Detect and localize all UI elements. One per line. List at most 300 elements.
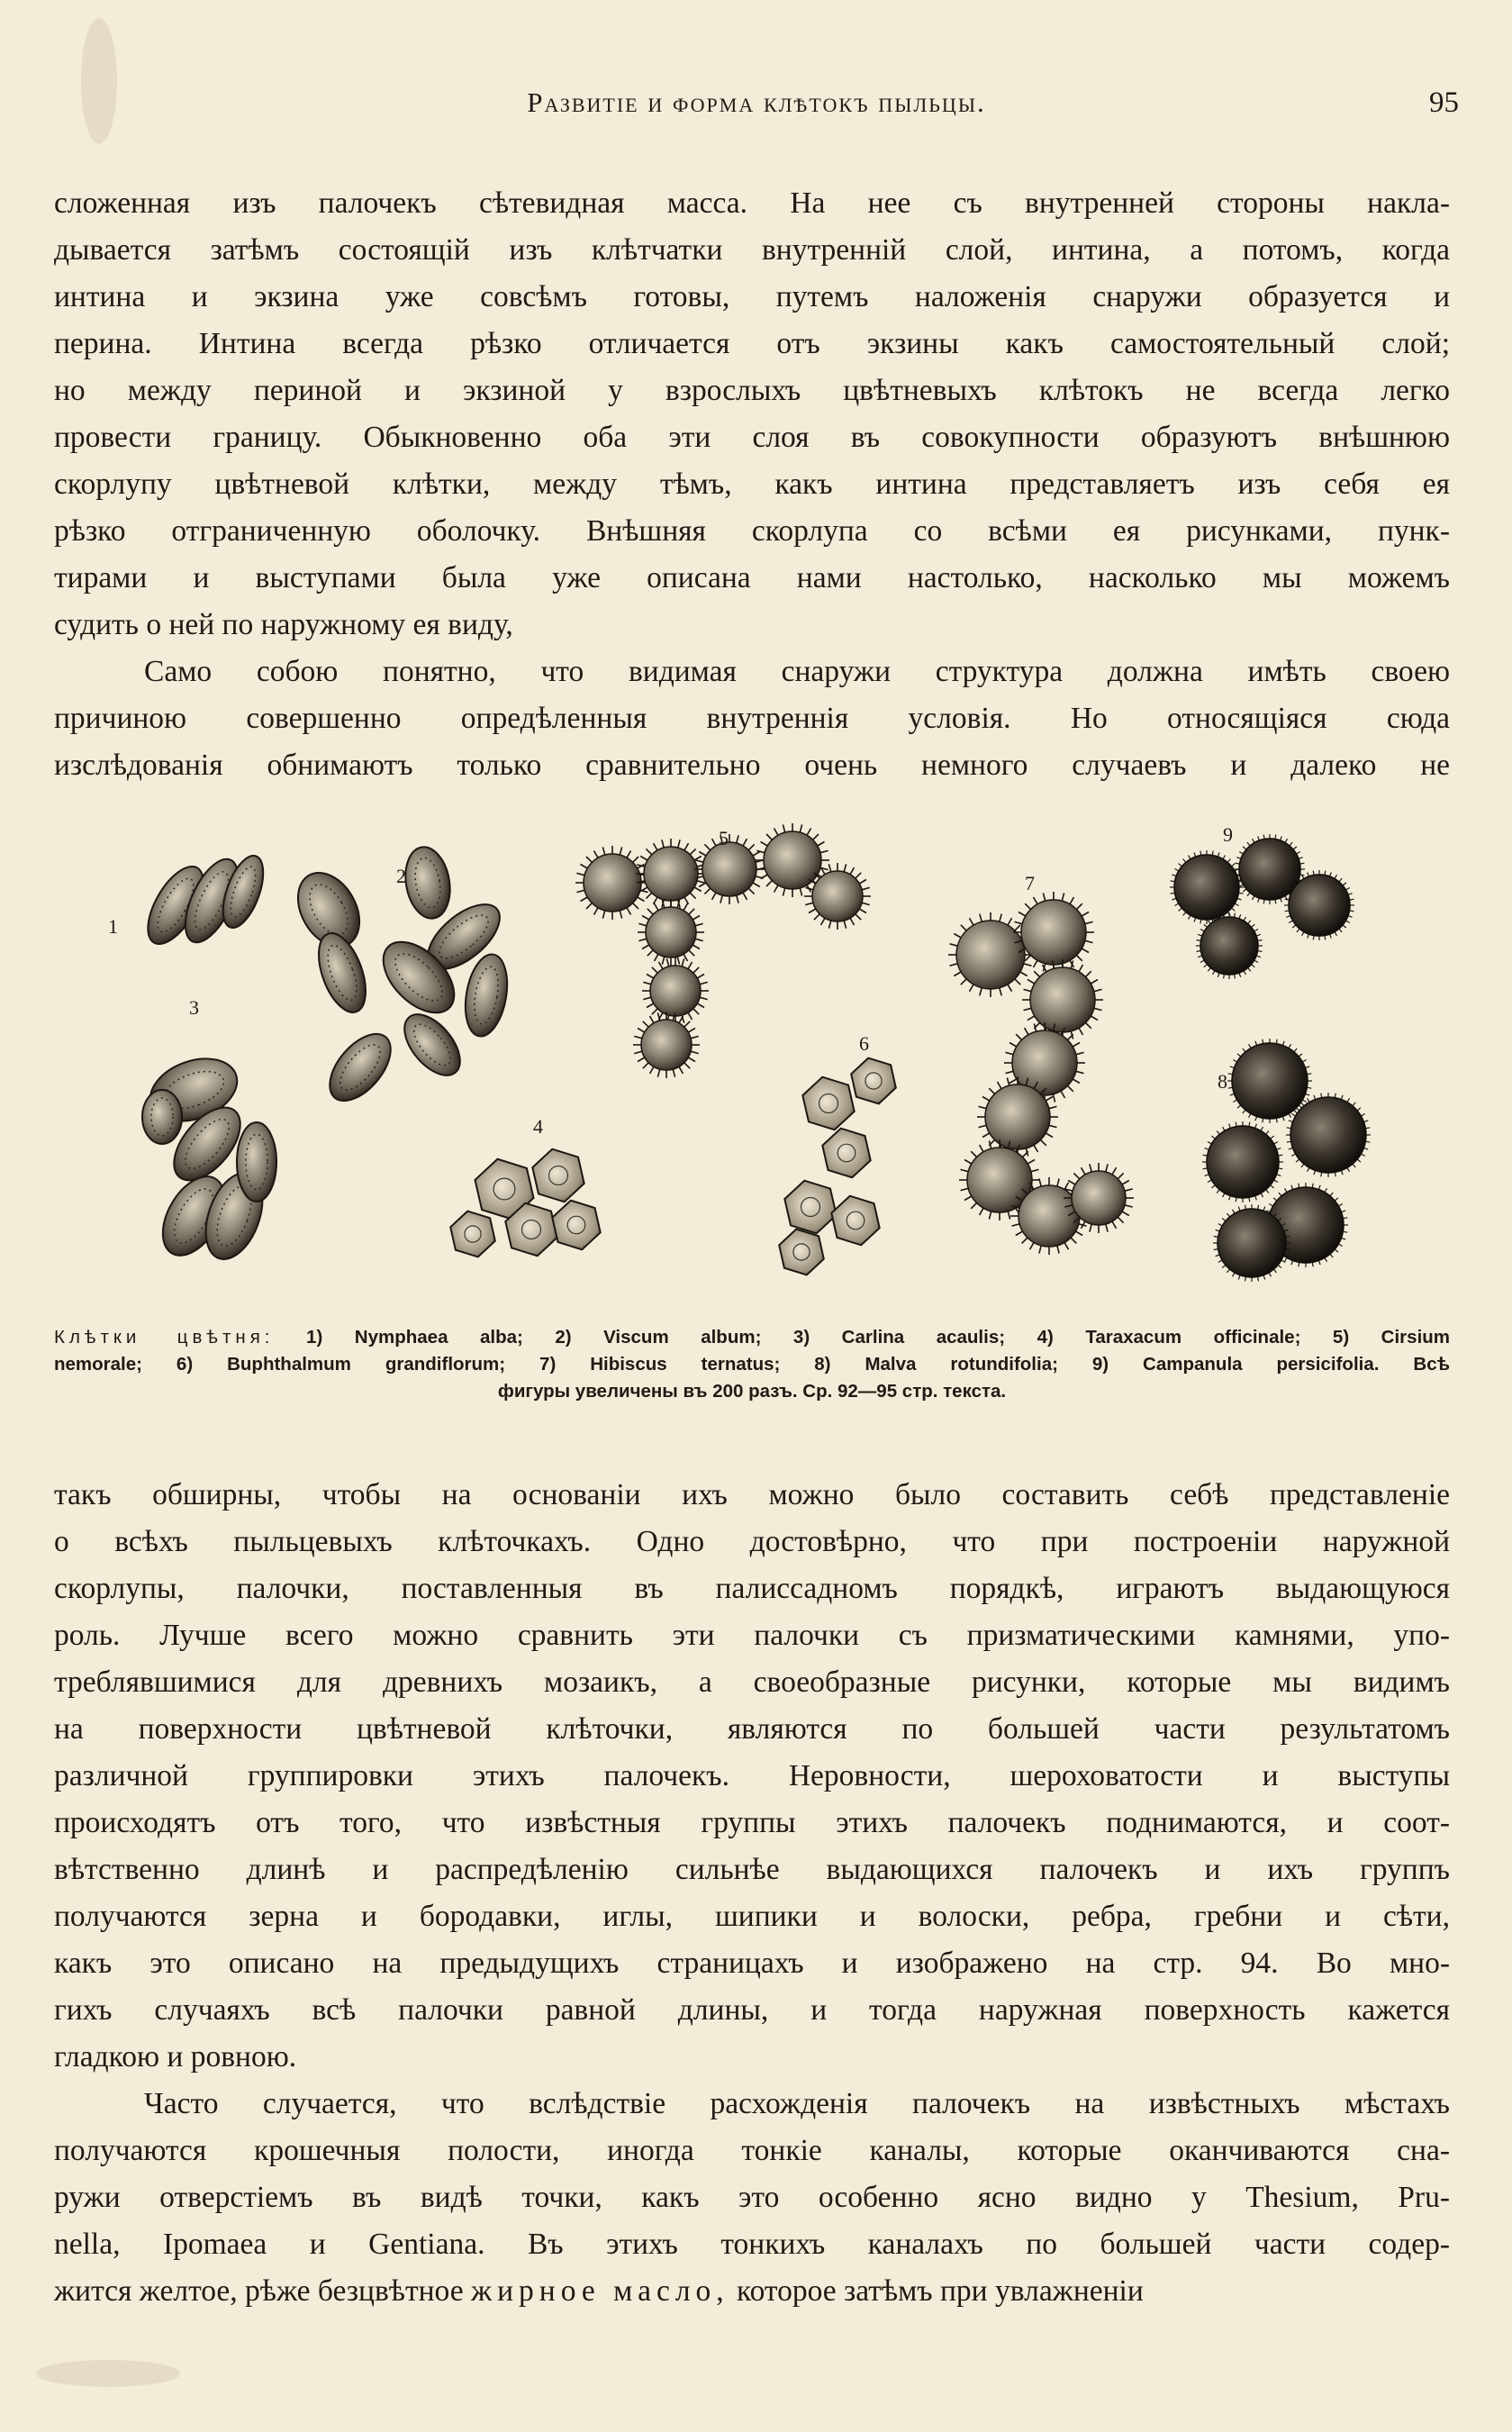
polyhedral-pollen-grain: [822, 1129, 870, 1178]
pollen-spine: [1275, 900, 1276, 904]
polyhedral-pollen-grain: [450, 1211, 495, 1257]
pollen-spine: [691, 1051, 699, 1053]
text-line: но между периной и экзиной у взрослыхъ цвѣтневыхъ клѣтокъ не всегда легко: [54, 374, 1450, 407]
text-line: на поверхности цвѣтневой клѣточки, являются по большей части результатомъ: [54, 1712, 1450, 1746]
pollen-spine: [850, 918, 855, 925]
pollen-spine: [1252, 965, 1255, 967]
pollen-spine: [1031, 1169, 1039, 1171]
pollen-spine: [1008, 1211, 1010, 1220]
pollen-spine: [1086, 971, 1091, 976]
pollen-spine: [1205, 1148, 1209, 1150]
spiky-pollen-grain: [812, 871, 863, 921]
pollen-spine: [989, 1211, 991, 1220]
pollen-spine: [774, 885, 779, 893]
text-line: сложенная изъ палочекъ сѣтевидная масса. На нее съ внутренней стороны накла-: [54, 186, 1450, 220]
pollen-spine: [1175, 903, 1179, 906]
pollen-spine: [1247, 842, 1250, 846]
pollen-spine: [1291, 1261, 1293, 1266]
polyhedral-pollen-grain: [802, 1077, 854, 1130]
pollen-spine: [1189, 915, 1191, 919]
pollen-spine: [859, 880, 866, 885]
text-line: получаются крошечныя полости, иногда тонкіе каналы, которые оканчиваются сна-: [54, 2134, 1450, 2167]
pollen-spine: [1277, 1148, 1281, 1150]
pollen-spine: [654, 897, 658, 904]
emphasized-term: жирное масло,: [470, 2274, 729, 2308]
pollen-spine: [1090, 1224, 1091, 1232]
pollen-spine: [950, 944, 958, 946]
pollen-spine: [1243, 1048, 1245, 1052]
pollen-spine: [1248, 921, 1251, 924]
polyhedral-pollen-grain: [779, 1230, 824, 1275]
pollen-spine: [980, 914, 982, 922]
pollen-spine: [961, 1188, 969, 1190]
pollen-spine: [1269, 1204, 1272, 1207]
polyhedral-pollen-grain: [784, 1181, 836, 1234]
pollen-spine: [1043, 894, 1045, 902]
pollen-spine: [1243, 847, 1246, 849]
pollen-spine: [753, 852, 760, 857]
pollen-spine: [1057, 1246, 1059, 1254]
pollen-spine: [1297, 929, 1299, 932]
pollen-spine: [1361, 1154, 1364, 1157]
pollen-spine: [1090, 1164, 1091, 1172]
pollen-spine: [1357, 1159, 1361, 1162]
pollen-spine: [980, 1145, 984, 1152]
pollen-spine: [737, 895, 738, 903]
text-line: судить о ней по наружному ея виду,: [54, 608, 513, 641]
pollen-spine: [1343, 925, 1346, 928]
text-block-bottom: [54, 1472, 1450, 2315]
pollen-spine: [1008, 985, 1012, 992]
pollen-spine: [1118, 1217, 1123, 1222]
pollen-spine: [1347, 1167, 1350, 1171]
pollen-spine: [678, 839, 680, 848]
pollen-spine: [1255, 1124, 1257, 1129]
text-line: такъ обширны, чтобы на основаніи ихъ можно было составить себѣ представленіе: [54, 1478, 1450, 1511]
pollen-spine: [1313, 936, 1314, 940]
pollen-spine: [1189, 856, 1191, 859]
pollen-spine: [640, 857, 647, 861]
pollen-spine: [688, 962, 693, 969]
pollen-spine: [1204, 924, 1208, 927]
pollen-spine: [1353, 1103, 1355, 1106]
pollen-spine: [1068, 1181, 1075, 1185]
pollen-spine: [1330, 1254, 1333, 1257]
pollen-spine: [1296, 1108, 1299, 1111]
pollen-spine: [1082, 1167, 1086, 1175]
pollen-spine: [1228, 1087, 1233, 1088]
text-line: провести границу. Обыкновенно оба эти слоя въ совокупности образуютъ внѣшнюю: [54, 421, 1450, 454]
pollen-spine: [647, 1003, 654, 1008]
pollen-spine: [850, 867, 855, 875]
spiky-pollen-grain: [764, 831, 821, 889]
pollen-spine: [1285, 1188, 1288, 1192]
pollen-spine: [1076, 1052, 1084, 1054]
pollen-spine: [1277, 1175, 1281, 1176]
pollen-spine: [1255, 1196, 1257, 1201]
page-header: [54, 86, 1459, 126]
pollen-spine: [1076, 1071, 1084, 1073]
pollen-spine: [1321, 1093, 1322, 1098]
pollen-spine: [1302, 1100, 1306, 1103]
pollen-spine: [1086, 1023, 1091, 1029]
pollen-spine: [1343, 1218, 1347, 1219]
pollen-spine: [1302, 1060, 1306, 1063]
pollen-spine: [1064, 1242, 1069, 1249]
spiky-pollen-grain: [702, 842, 756, 896]
text-line: различной группировки этихъ палочекъ. Неровности, шероховатости и выступы: [54, 1759, 1450, 1792]
paragraph-continued: [54, 180, 1450, 649]
pollen-spine: [650, 1066, 655, 1074]
pollen-spine: [1342, 1211, 1346, 1212]
pollen-spine: [1082, 948, 1089, 953]
pollen-spine: [647, 975, 654, 979]
dark-pollen-grain: [1207, 1126, 1279, 1198]
pollen-spine: [691, 1036, 699, 1038]
pollen-spine: [1285, 1257, 1288, 1261]
pollen-spine: [627, 851, 631, 858]
spiky-pollen-grain: [985, 1084, 1050, 1149]
pollen-spine: [1296, 1159, 1299, 1162]
pollen-spine: [1077, 903, 1082, 909]
pollen-spine: [1230, 1066, 1235, 1068]
pollen-spine: [1028, 1160, 1035, 1165]
text-line: скорлупы, палочки, поставленныя въ палиссадномъ порядкѣ, играютъ выдающуюся: [54, 1572, 1450, 1605]
pollen-spine: [643, 997, 651, 999]
pollen-spine: [695, 939, 703, 940]
caption-line-3: фигуры увеличены въ 200 разъ. Ср. 92—95 стр. текста.: [497, 1381, 1007, 1402]
pollen-spine: [1228, 1074, 1233, 1075]
pollen-spine: [633, 903, 638, 909]
text-line-last: [54, 2268, 1450, 2315]
pollen-spine: [638, 897, 645, 902]
pollen-spine: [594, 908, 599, 915]
text-line: гладкою и ровною.: [54, 2040, 297, 2074]
pollen-spine: [688, 1012, 693, 1020]
pollen-spine: [581, 865, 588, 869]
pollen-spine: [1030, 1242, 1035, 1249]
paragraph-indented: [54, 649, 1450, 789]
pollen-spine: [1000, 988, 1001, 996]
pollen-spine: [1318, 1185, 1320, 1190]
pollen-spine: [712, 893, 717, 900]
pollen-spine: [1321, 1172, 1322, 1176]
pollen-spine: [954, 934, 961, 939]
pollen-spine: [693, 916, 700, 921]
pollen-spine: [1239, 893, 1244, 894]
pollen-spine: [1343, 883, 1346, 885]
pollen-spine: [737, 835, 738, 843]
pollen-spine: [643, 982, 651, 984]
pollen-spine: [1039, 1179, 1041, 1187]
pollen-spine: [690, 893, 695, 898]
pollen-spine: [1034, 897, 1038, 904]
pollen-spine: [638, 1029, 645, 1033]
pollen-spine: [1308, 1098, 1310, 1102]
dark-pollen-grain: [1290, 1097, 1366, 1173]
pollen-spine: [1255, 1117, 1257, 1121]
pollen-spine: [1022, 1238, 1028, 1243]
oval-pollen-grain: [394, 1004, 470, 1085]
pollen-spine: [862, 887, 870, 889]
pollen-spine: [602, 911, 604, 919]
pollen-spine: [783, 824, 784, 832]
pollen-spine: [1282, 1117, 1284, 1121]
figure-label-2: 2: [396, 865, 406, 887]
pollen-spine: [697, 1003, 704, 1008]
spiky-pollen-grain: [1030, 967, 1095, 1032]
figure-label-5: 5: [719, 827, 729, 849]
pollen-spine: [828, 921, 830, 929]
pollen-spine: [1233, 1100, 1236, 1103]
pollen-spine: [1338, 1204, 1342, 1207]
pollen-spine: [1016, 1231, 1023, 1236]
spiky-pollen-grain: [956, 921, 1025, 989]
pollen-spine: [1306, 1066, 1310, 1068]
pollen-illustration: [108, 820, 1441, 1306]
pollen-spine: [1091, 980, 1098, 985]
pollen-spine: [1289, 1044, 1291, 1048]
pollen-spine: [646, 893, 651, 898]
running-title: Развитіе и форма клѣтокъ пыльцы.: [527, 86, 986, 118]
pollen-spine: [1312, 1184, 1313, 1188]
pollen-spine: [1039, 1246, 1041, 1254]
pollen-spine: [1106, 1164, 1108, 1172]
pollen-spine: [1307, 1074, 1311, 1075]
pollen-spine: [1247, 893, 1250, 896]
pollen-spine: [1053, 1094, 1055, 1103]
pollen-spine: [1118, 1173, 1123, 1178]
pollen-spine: [693, 945, 700, 949]
polyhedral-pollen-grain: [532, 1149, 584, 1202]
pollen-spine: [1208, 968, 1210, 972]
pollen-spine: [673, 1069, 675, 1077]
pollen-spine: [1294, 1110, 1297, 1113]
pollen-spine: [684, 897, 689, 904]
pollen-spine: [1171, 881, 1175, 882]
caption-line-2: nemorale; 6) Buphthalmum grandiflorum; 7) Hibiscus ternatus; 8) Malva rotundifolia; 9) Campanula persicifolia. Всѣ: [54, 1354, 1450, 1375]
pollen-spine: [1350, 899, 1354, 900]
pollen-spine: [1091, 1016, 1098, 1021]
pollen-spine: [818, 842, 825, 847]
pollen-spine: [1205, 1175, 1209, 1176]
pollen-spine: [1338, 1244, 1342, 1247]
pollen-spine: [1239, 914, 1241, 919]
pollen-spine: [1289, 1121, 1293, 1122]
pollen-spine: [638, 1057, 645, 1062]
pollen-spine: [1012, 1224, 1020, 1226]
pollen-spine: [1071, 1238, 1076, 1243]
pollen-spine: [1006, 1071, 1014, 1073]
pollen-spine: [1200, 920, 1201, 924]
pollen-spine: [859, 909, 866, 913]
pollen-spine: [657, 1069, 659, 1077]
pollen-spine: [964, 1160, 972, 1165]
pollen-spine: [954, 972, 961, 976]
pollen-spine: [684, 843, 689, 850]
pollen-spine: [1006, 1052, 1014, 1054]
pollen-spine: [1325, 1188, 1327, 1192]
pollen-spine: [800, 824, 801, 832]
pollen-spine: [1007, 1078, 1009, 1086]
pollen-spine: [1171, 893, 1175, 894]
pollen-spine: [688, 1057, 695, 1062]
pollen-spine: [693, 1009, 699, 1014]
pollen-spine: [1062, 894, 1064, 902]
figure-label-4: 4: [533, 1115, 543, 1138]
oval-pollen-grain: [310, 927, 376, 1019]
pollen-spine: [700, 997, 708, 999]
pollen-spine: [620, 911, 621, 919]
pollen-spine: [662, 957, 664, 965]
pollen-spine: [654, 843, 658, 850]
pollen-spine: [1237, 1054, 1241, 1057]
pollen-spine: [989, 1141, 991, 1149]
dark-pollen-grain: [1174, 855, 1239, 920]
pollen-spine: [821, 918, 826, 925]
pollen-spine: [761, 875, 768, 879]
pollen-spine: [1287, 1128, 1291, 1129]
pollen-spine: [682, 958, 684, 966]
pollen-spine: [679, 1066, 684, 1074]
pollen-spine: [1299, 1054, 1302, 1057]
pollen-spine: [655, 903, 659, 911]
pollen-spine: [1353, 1164, 1355, 1167]
pollen-spine: [1198, 956, 1202, 957]
pollen-spine: [643, 1063, 648, 1068]
pollen-spine: [1341, 1095, 1343, 1100]
pollen-spine: [642, 945, 649, 949]
pollen-spine: [1364, 1121, 1369, 1122]
pollen-spine: [1229, 1196, 1231, 1201]
pollen-spine: [1112, 1167, 1117, 1175]
spiky-pollen-grain: [644, 847, 698, 901]
text-line: интина и экзина уже совсѣмъ готовы, путемъ наложенія снаружи образуется и: [54, 280, 1450, 313]
pollen-spine: [979, 1106, 987, 1108]
pollen-spine: [1046, 1097, 1053, 1102]
pollen-spine: [1079, 1028, 1083, 1035]
pollen-spine: [690, 848, 695, 854]
pollen-spine: [1243, 1110, 1245, 1113]
pollen-spine: [961, 925, 966, 930]
pollen-spine: [697, 881, 705, 883]
pollen-spine: [1025, 903, 1030, 909]
text-line: какъ это описано на предыдущихъ страницахъ и изображено на стр. 94. Во мно-: [54, 1947, 1450, 1980]
pollen-spine: [699, 883, 706, 887]
pollen-spine: [820, 850, 828, 852]
pollen-spine: [1239, 973, 1241, 977]
pollen-spine: [576, 873, 584, 875]
pollen-spine: [662, 839, 664, 848]
pollen-spine: [1085, 921, 1093, 923]
pollen-spine: [650, 1016, 655, 1023]
pollen-spine: [1015, 921, 1023, 923]
pollen-spine: [1335, 1249, 1338, 1252]
pollen-spine: [1342, 1238, 1346, 1239]
pollen-spine: [1236, 863, 1240, 864]
pollen-spine: [856, 873, 861, 878]
pollen-spine: [1301, 1103, 1304, 1106]
pollen-spine: [1285, 911, 1290, 912]
pollen-spine: [684, 1063, 690, 1068]
pollen-spine: [1085, 940, 1093, 942]
figure-label-6: 6: [859, 1032, 869, 1055]
pollen-spine: [1200, 851, 1201, 856]
pollen-spine: [1057, 1179, 1059, 1187]
pollen-spine: [633, 857, 638, 862]
polyhedral-pollen-grain: [831, 1196, 879, 1246]
pollen-spine: [1024, 989, 1032, 991]
pollen-spine: [652, 967, 657, 973]
paragraph-body: [54, 1472, 1450, 2081]
pollen-spine: [1020, 972, 1028, 976]
pollen-spine: [1300, 863, 1305, 864]
pollen-spine: [998, 1082, 1002, 1089]
pollen-spine: [695, 923, 703, 925]
pollen-spine: [1289, 1148, 1293, 1149]
pollen-spine: [581, 897, 588, 902]
pollen-spine: [1034, 960, 1038, 967]
pollen-spine: [828, 864, 830, 872]
caption-lead: Клѣтки цвѣтня:: [54, 1327, 275, 1348]
pollen-spine: [1049, 1125, 1057, 1127]
pollen-spine: [1294, 1048, 1297, 1052]
pollen-spine: [814, 914, 819, 920]
page-number: 95: [1429, 86, 1459, 119]
pollen-spine: [1330, 1193, 1333, 1196]
text-line: происходятъ отъ того, что извѣстныя группы этихъ палочекъ поднимаются, и соот-: [54, 1806, 1450, 1839]
pollen-spine: [1034, 1024, 1036, 1032]
pollen-spine: [1290, 842, 1292, 846]
pollen-spine: [1024, 1008, 1032, 1010]
figure-label-1: 1: [108, 915, 118, 938]
pollen-spine: [807, 829, 811, 836]
pollen-spine: [1075, 1231, 1082, 1236]
pollen-spine: [766, 834, 772, 839]
pollen-spine: [1229, 1124, 1231, 1129]
pollen-spine: [1112, 1221, 1117, 1229]
pollen-spine: [634, 1051, 642, 1053]
pollen-spine: [1313, 871, 1314, 876]
pollen-spine: [1339, 878, 1342, 882]
pollen-spine: [862, 903, 870, 904]
pollen-spine: [594, 851, 599, 858]
pollen-spine: [1256, 956, 1261, 957]
pollen-spine: [1034, 971, 1039, 976]
pollen-spine: [647, 950, 653, 956]
pollen-spine: [1365, 1128, 1370, 1129]
pollen-spine: [980, 988, 982, 996]
pollen-spine: [1249, 1113, 1252, 1117]
pollen-spine: [805, 903, 813, 904]
pollen-spine: [1287, 1141, 1291, 1142]
pollen-spine: [1273, 1198, 1277, 1201]
pollen-spine: [1314, 1171, 1316, 1175]
paragraph-continued: [54, 2128, 1450, 2268]
pollen-spine: [1343, 1231, 1347, 1232]
pollen-spine: [1019, 912, 1026, 917]
pollen-spine: [652, 1009, 657, 1014]
pollen-spine: [1293, 847, 1297, 849]
pollen-spine: [1307, 1087, 1311, 1088]
pollen-spine: [813, 834, 819, 839]
pollen-spine: [647, 909, 653, 914]
pollen-spine: [1079, 965, 1083, 972]
pollen-spine: [689, 909, 694, 914]
pollen-spine: [989, 1088, 994, 1093]
paragraph-indented: [54, 2081, 1450, 2128]
pollen-spine: [800, 888, 801, 896]
